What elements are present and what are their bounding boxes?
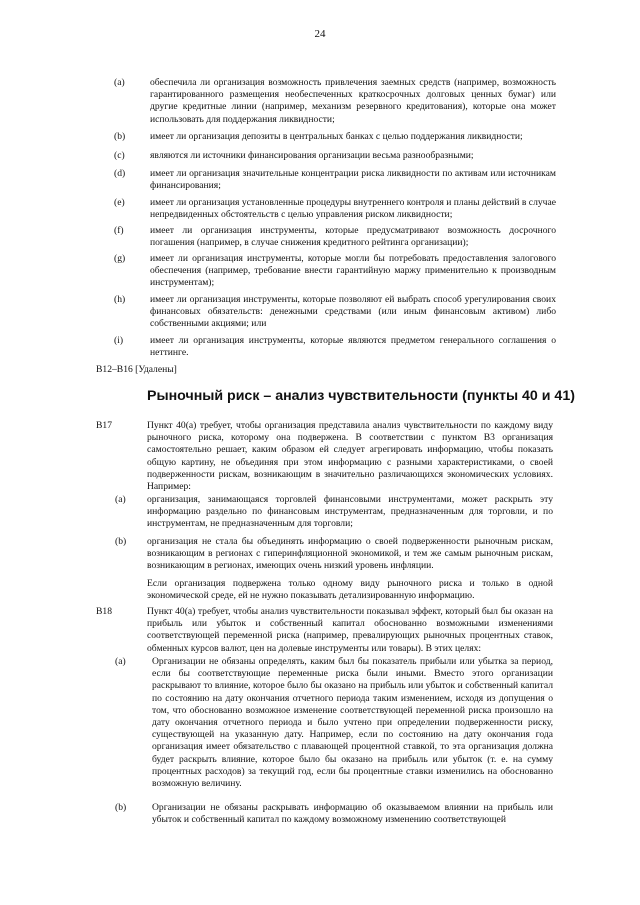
list-marker: (e): [114, 197, 125, 208]
list-marker: (a): [114, 77, 125, 88]
list-marker: (h): [114, 294, 126, 305]
b17-sub-item-b: организация не стала бы объединять информацию о своей подверженности рыночным рискам, возникающим в регионах с гиперинфляционной экономикой, и тем же самым рыночным рискам, возникающим в регионах, имеющих очень низкий уровень инфляции.: [147, 536, 553, 572]
list-marker: (b): [114, 131, 126, 142]
list-marker: (f): [114, 225, 124, 236]
list-item-text: имеет ли организация инструменты, которые предусматривают возможность досрочного погашения (например, в случае снижения кредитного рейтинга организации);: [150, 225, 556, 249]
paragraph-b17-closing: Если организация подвержена только одному виду рыночного риска и только в одной экономической среде, ей не нужно показывать детализированную информацию.: [147, 578, 553, 602]
b18-sub-item-b: Организации не обязаны раскрывать информацию об оказываемом влиянии на прибыль или убыток и собственный капитал по каждому возможному изменению соответствующей: [152, 802, 553, 826]
b17-sub-item-a: организация, занимающаяся торговлей финансовыми инструментами, может раскрыть эту информацию раздельно по финансовым инструментам, предназначенным для торговли, и по инструментам, не предназначенным для торговли;: [147, 494, 553, 530]
list-item-text: имеет ли организация установленные процедуры внутреннего контроля и планы действий в случае непредвиденных обстоятельств с целью управления риском ликвидности;: [150, 197, 556, 221]
list-marker: (c): [114, 150, 125, 161]
list-marker: (i): [114, 335, 124, 346]
b17-sub-marker-b: (b): [115, 536, 127, 547]
deleted-paragraphs-note: B12–B16 [Удалены]: [96, 364, 177, 375]
list-item-text: являются ли источники финансирования организации весьма разнообразными;: [150, 150, 474, 161]
list-item-text: имеет ли организация инструменты, которые позволяют ей выбрать способ урегулирования своих финансовых обязательств: денежными средствами (или иным финансовым активом) либо собственными акциями; или: [150, 294, 556, 330]
b18-sub-marker-a: (a): [115, 656, 126, 667]
list-item-text: имеет ли организация инструменты, которые являются предметом генерального соглашения о неттинге.: [150, 335, 556, 359]
b17-sub-marker-a: (a): [115, 494, 126, 505]
b18-sub-item-a: Организации не обязаны определять, каким был бы показатель прибыли или убытка за период, если бы соответствующие переменные риска были иными. Вместо этого организации раскрывают то влияние, которое было бы оказано на прибыль или убыток и собственный капитал по состоянию на дату окончания отчетного периода таким изменением, исходя из допущения о том, что обоснованно возможное изменение соответствующей переменной риска произошло на дату окончания отчетного периода и было учтено при определении подверженности риску, существующей на указанную дату. Например, если по состоянию на дату окончания года организация имеет обязательство с плавающей процентной ставкой, то эта организация должна будет раскрыть влияние, которое было бы оказано на прибыль или убыток (т. е. на сумму процентных расходов) за текущий год, если бы процентные ставки изменились на обоснованно возможную величину.: [152, 656, 553, 790]
list-item-text: имеет ли организация депозиты в центральных банках с целью поддержания ликвидности;: [150, 131, 523, 142]
paragraph-label-b18: B18: [96, 606, 112, 617]
section-heading: Рыночный риск – анализ чувствительности (пункты 40 и 41): [147, 388, 575, 404]
list-item-text: имеет ли организация инструменты, которые могли бы потребовать предоставления залогового обеспечения (например, требование внести гарантийную маржу применительно к производным инструментам);: [150, 253, 556, 289]
list-item-text: обеспечила ли организация возможность привлечения заемных средств (например, возможность гарантированного размещения необеспеченных краткосрочных долговых ценных бумаг) или другие кредитные линии (например, механизм резервного кредитования), которые она может использовать для поддержания ликвидности;: [150, 77, 556, 125]
paragraph-label-b17: B17: [96, 420, 112, 431]
paragraph-b18: Пункт 40(a) требует, чтобы анализ чувствительности показывал эффект, который был бы оказан на прибыль или убыток и собственный капитал обоснованно возможными изменениями соответствующей переменной риска (например, превалирующих рыночных процентных ставок, обменных курсов валют, цен на долевые инструменты или товары). В этих целях:: [147, 606, 553, 654]
list-marker: (d): [114, 168, 126, 179]
paragraph-b17: Пункт 40(a) требует, чтобы организация представила анализ чувствительности по каждому виду рыночного риска, которому она подвержена. В соответствии с пунктом B3 организация самостоятельно решает, каким образом ей следует агрегировать информацию, чтобы показать общую картину, не объединяя при этом информацию с разными характеристиками, о своей подверженности рискам, возникающим в значительно различающихся экономических условиях. Например:: [147, 420, 553, 493]
page-number: 24: [314, 28, 326, 40]
list-item-text: имеет ли организация значительные концентрации риска ликвидности по активам или источникам финансирования;: [150, 168, 556, 192]
list-marker: (g): [114, 253, 126, 264]
b18-sub-marker-b: (b): [115, 802, 127, 813]
